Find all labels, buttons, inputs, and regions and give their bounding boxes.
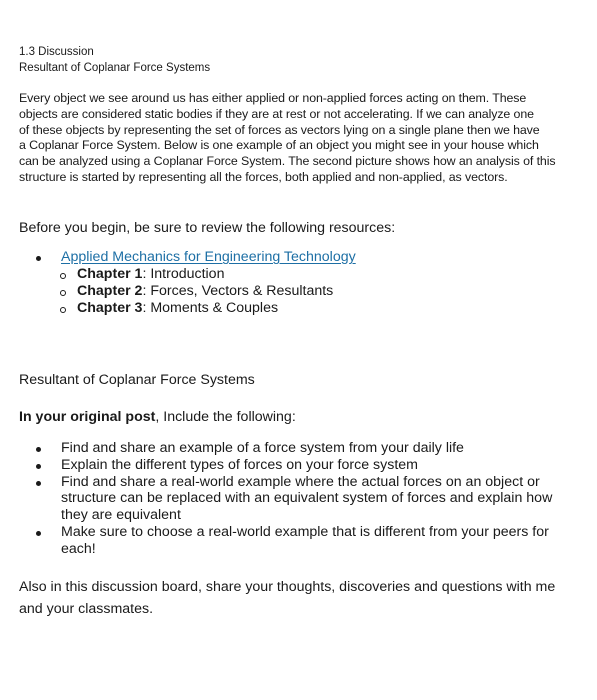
chapter-label: Chapter 3 — [77, 300, 143, 316]
intro-line: of these objects by representing the set of forces as vectors lying on a single plane then we have — [19, 122, 540, 137]
original-post-rest: , Include the following: — [155, 409, 296, 425]
requirements-list — [36, 440, 556, 558]
closing-line: and your classmates. — [19, 601, 154, 617]
intro-line: can be analyzed using a Coplanar Force System. The second picture shows how an analysis of this — [19, 154, 556, 169]
closing-line: Also in this discussion board, share your thoughts, discoveries and questions with me — [19, 579, 556, 595]
requirement-line: Find and share an example of a force system from your daily life — [61, 440, 464, 456]
requirement-line: each! — [61, 540, 96, 557]
resources-intro: Before you begin, be sure to review the following resources: — [19, 220, 396, 236]
requirement-item — [36, 474, 556, 524]
intro-line: a Coplanar Force System. Below is one example of an object you might see in your house which — [19, 138, 539, 153]
page-title: Resultant of Coplanar Force Systems — [19, 62, 211, 74]
resources-list — [36, 249, 356, 317]
bullet-icon — [36, 531, 41, 536]
chapter-title: : Moments & Couples — [142, 300, 279, 316]
bullet-icon — [36, 464, 41, 469]
requirement-line: Make sure to choose a real-world example that is different from your peers for — [61, 523, 549, 540]
bullet-icon — [36, 256, 41, 261]
requirement-line: Find and share a real-world example where the actual forces on an object or — [61, 473, 540, 490]
section-subtitle: Resultant of Coplanar Force Systems — [19, 372, 255, 388]
requirement-item — [36, 524, 556, 558]
chapter-item — [53, 266, 356, 283]
intro-line: structure is started by representing all the forces, both applied and non-applied, as vectors. — [19, 169, 508, 184]
intro-line: Every object we see around us has either applied or non-applied forces acting on them. These — [19, 91, 527, 105]
chapter-list — [36, 266, 356, 317]
header — [19, 44, 210, 76]
requirement-line: structure can be replaced with an equivalent system of forces and explain how — [61, 490, 553, 507]
section-number: 1.3 Discussion — [19, 46, 94, 58]
intro-paragraph — [19, 91, 571, 186]
chapter-label: Chapter 1 — [77, 266, 143, 282]
chapter-label: Chapter 2 — [77, 283, 143, 299]
closing-paragraph — [19, 576, 555, 620]
chapter-title: : Introduction — [142, 266, 225, 282]
intro-line: objects are considered static bodies if they are at rest or not accelerating. If we can analyze one — [19, 106, 534, 121]
chapter-item — [53, 283, 356, 300]
circle-bullet-icon — [60, 307, 66, 313]
original-post-instructions — [19, 408, 296, 426]
requirement-item — [36, 457, 556, 474]
chapter-item — [53, 300, 356, 317]
bullet-icon — [36, 447, 41, 452]
requirement-item — [36, 440, 556, 457]
original-post-label: In your original post — [19, 409, 156, 425]
resource-item — [36, 249, 356, 266]
circle-bullet-icon — [60, 290, 66, 296]
requirement-line: they are equivalent — [61, 507, 181, 524]
bullet-icon — [36, 481, 41, 486]
resource-link[interactable]: Applied Mechanics for Engineering Technology — [61, 249, 356, 265]
circle-bullet-icon — [60, 273, 66, 279]
requirement-line: Explain the different types of forces on your force system — [61, 456, 418, 473]
chapter-title: : Forces, Vectors & Resultants — [142, 283, 334, 299]
